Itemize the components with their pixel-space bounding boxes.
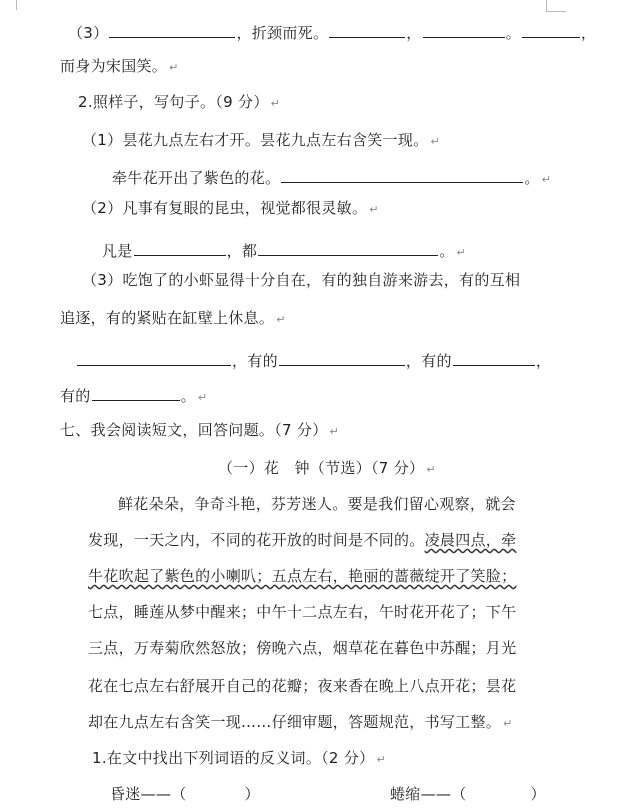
answer-blank[interactable] [134,240,226,256]
text: 。 [180,387,196,405]
answer-blank[interactable] [258,240,438,256]
text: 而身为宋国笑。 [60,57,168,75]
question-text: 蜷缩——（ [390,785,467,803]
passage-text: 鲜花朵朵，争奇斗艳，芬芳迷人。要是我们留心观察，就会 [118,495,516,513]
doc-line-17 [88,602,516,622]
doc-line-2 [60,56,179,78]
passage-text: 却在九点左右含笑一现……仔细审题，答题规范，书写工整。 [88,713,502,731]
answer-blank[interactable] [329,22,405,38]
doc-line-22 [110,784,260,804]
doc-line-14 [118,494,516,514]
passage-text-underlined: 牛花吹起了紫色的小喇叭；五点左右，艳丽的蔷薇绽开了笑脸； [88,567,517,585]
text: 。 [524,169,540,187]
question-text: 昏迷——（ [110,785,187,803]
doc-line-4 [82,130,440,152]
doc-line-12 [60,420,339,442]
passage-text: 发现，一天之内，不同的花开放的时间是不同的。 [88,531,425,549]
doc-line-16 [88,566,516,586]
doc-line-9 [60,308,286,330]
doc-line-1 [68,22,596,43]
answer-blank[interactable] [92,385,180,401]
text: （2）凡事有复眼的昆虫，视觉都很灵敏。 [82,199,368,217]
answer-blank[interactable] [423,22,505,38]
paragraph-mark-icon: ↵ [376,753,386,766]
paragraph-mark-icon: ↵ [197,391,208,404]
text: ，折颈而死。 [236,24,329,42]
text: ，有的 [405,352,452,370]
doc-line-15 [88,530,516,550]
doc-line-8 [82,270,520,290]
section-heading: 七、我会阅读短文，回答问题。（7 分） [60,421,328,439]
text: ， [535,352,552,370]
doc-line-21 [92,748,386,770]
doc-line-11 [60,385,207,408]
crop-mark-right-h [546,11,566,12]
passage-title: （一）花 钟（节选）（7 分） [218,459,425,477]
text: （3）吃饱了的小虾显得十分自在，有的独自游来游去，有的互相 [82,271,521,289]
paragraph-mark-icon: ↵ [430,135,440,148]
doc-line-10 [76,350,551,371]
paragraph-mark-icon: ↵ [503,717,513,730]
text: 。 [439,242,455,260]
paragraph-mark-icon: ↵ [456,246,467,259]
doc-line-18 [88,638,516,658]
passage-text: 三点，万寿菊欣然怒放；傍晚六点，烟草花在暮色中苏醒；月光 [88,639,517,657]
passage-text: 花在七点左右舒展开自己的花瓣；夜来香在晚上八点开花；昙花 [88,677,517,695]
question-text: 1.在文中找出下列词语的反义词。（2 分） [92,749,375,767]
text: 追逐，有的紧贴在缸壁上休息。 [60,309,275,327]
doc-line-6 [82,198,379,220]
text: ，有的 [232,352,278,370]
text: 凡是 [102,242,133,260]
answer-blank[interactable] [281,167,523,183]
answer-blank[interactable] [453,350,535,366]
passage-text: 七点，睡莲从梦中醒来；中午十二点左右，午时花开花了；下午 [88,603,517,621]
question-text: ） [244,785,260,803]
answer-blank[interactable] [77,350,231,366]
answer-blank[interactable] [109,22,235,38]
paragraph-mark-icon: ↵ [426,463,436,476]
paragraph-mark-icon: ↵ [169,61,179,74]
paragraph-mark-icon: ↵ [329,425,340,438]
doc-line-19 [88,676,516,696]
paragraph-mark-icon: ↵ [276,313,286,326]
text: ， [406,24,422,42]
text: 2.照样子，写句子。（9 分） [78,93,269,111]
text: 。 [505,24,521,42]
answer-blank[interactable] [279,350,405,366]
paragraph-mark-icon: ↵ [541,173,552,186]
text: （1）昙花九点左右才开。昙花九点左右含笑一现。 [82,131,429,149]
paragraph-mark-icon: ↵ [270,97,281,110]
question-text: ） [530,785,546,803]
paragraph-mark-icon: ↵ [369,203,379,216]
text: 牵牛花开出了紫色的花。 [112,169,281,187]
doc-line-22b [390,784,546,804]
answer-blank[interactable] [522,22,580,38]
text: （3） [68,24,109,42]
text: ，都 [226,242,258,260]
doc-line-20 [88,712,513,734]
doc-line-7 [102,240,466,263]
doc-line-5 [112,167,551,190]
text: 有的 [60,387,91,405]
doc-line-13 [218,458,436,480]
doc-line-3 [78,92,280,114]
passage-text-underlined: 凌晨四点，牵 [424,531,517,549]
text: ， [580,24,597,42]
crop-mark-left [16,0,17,10]
